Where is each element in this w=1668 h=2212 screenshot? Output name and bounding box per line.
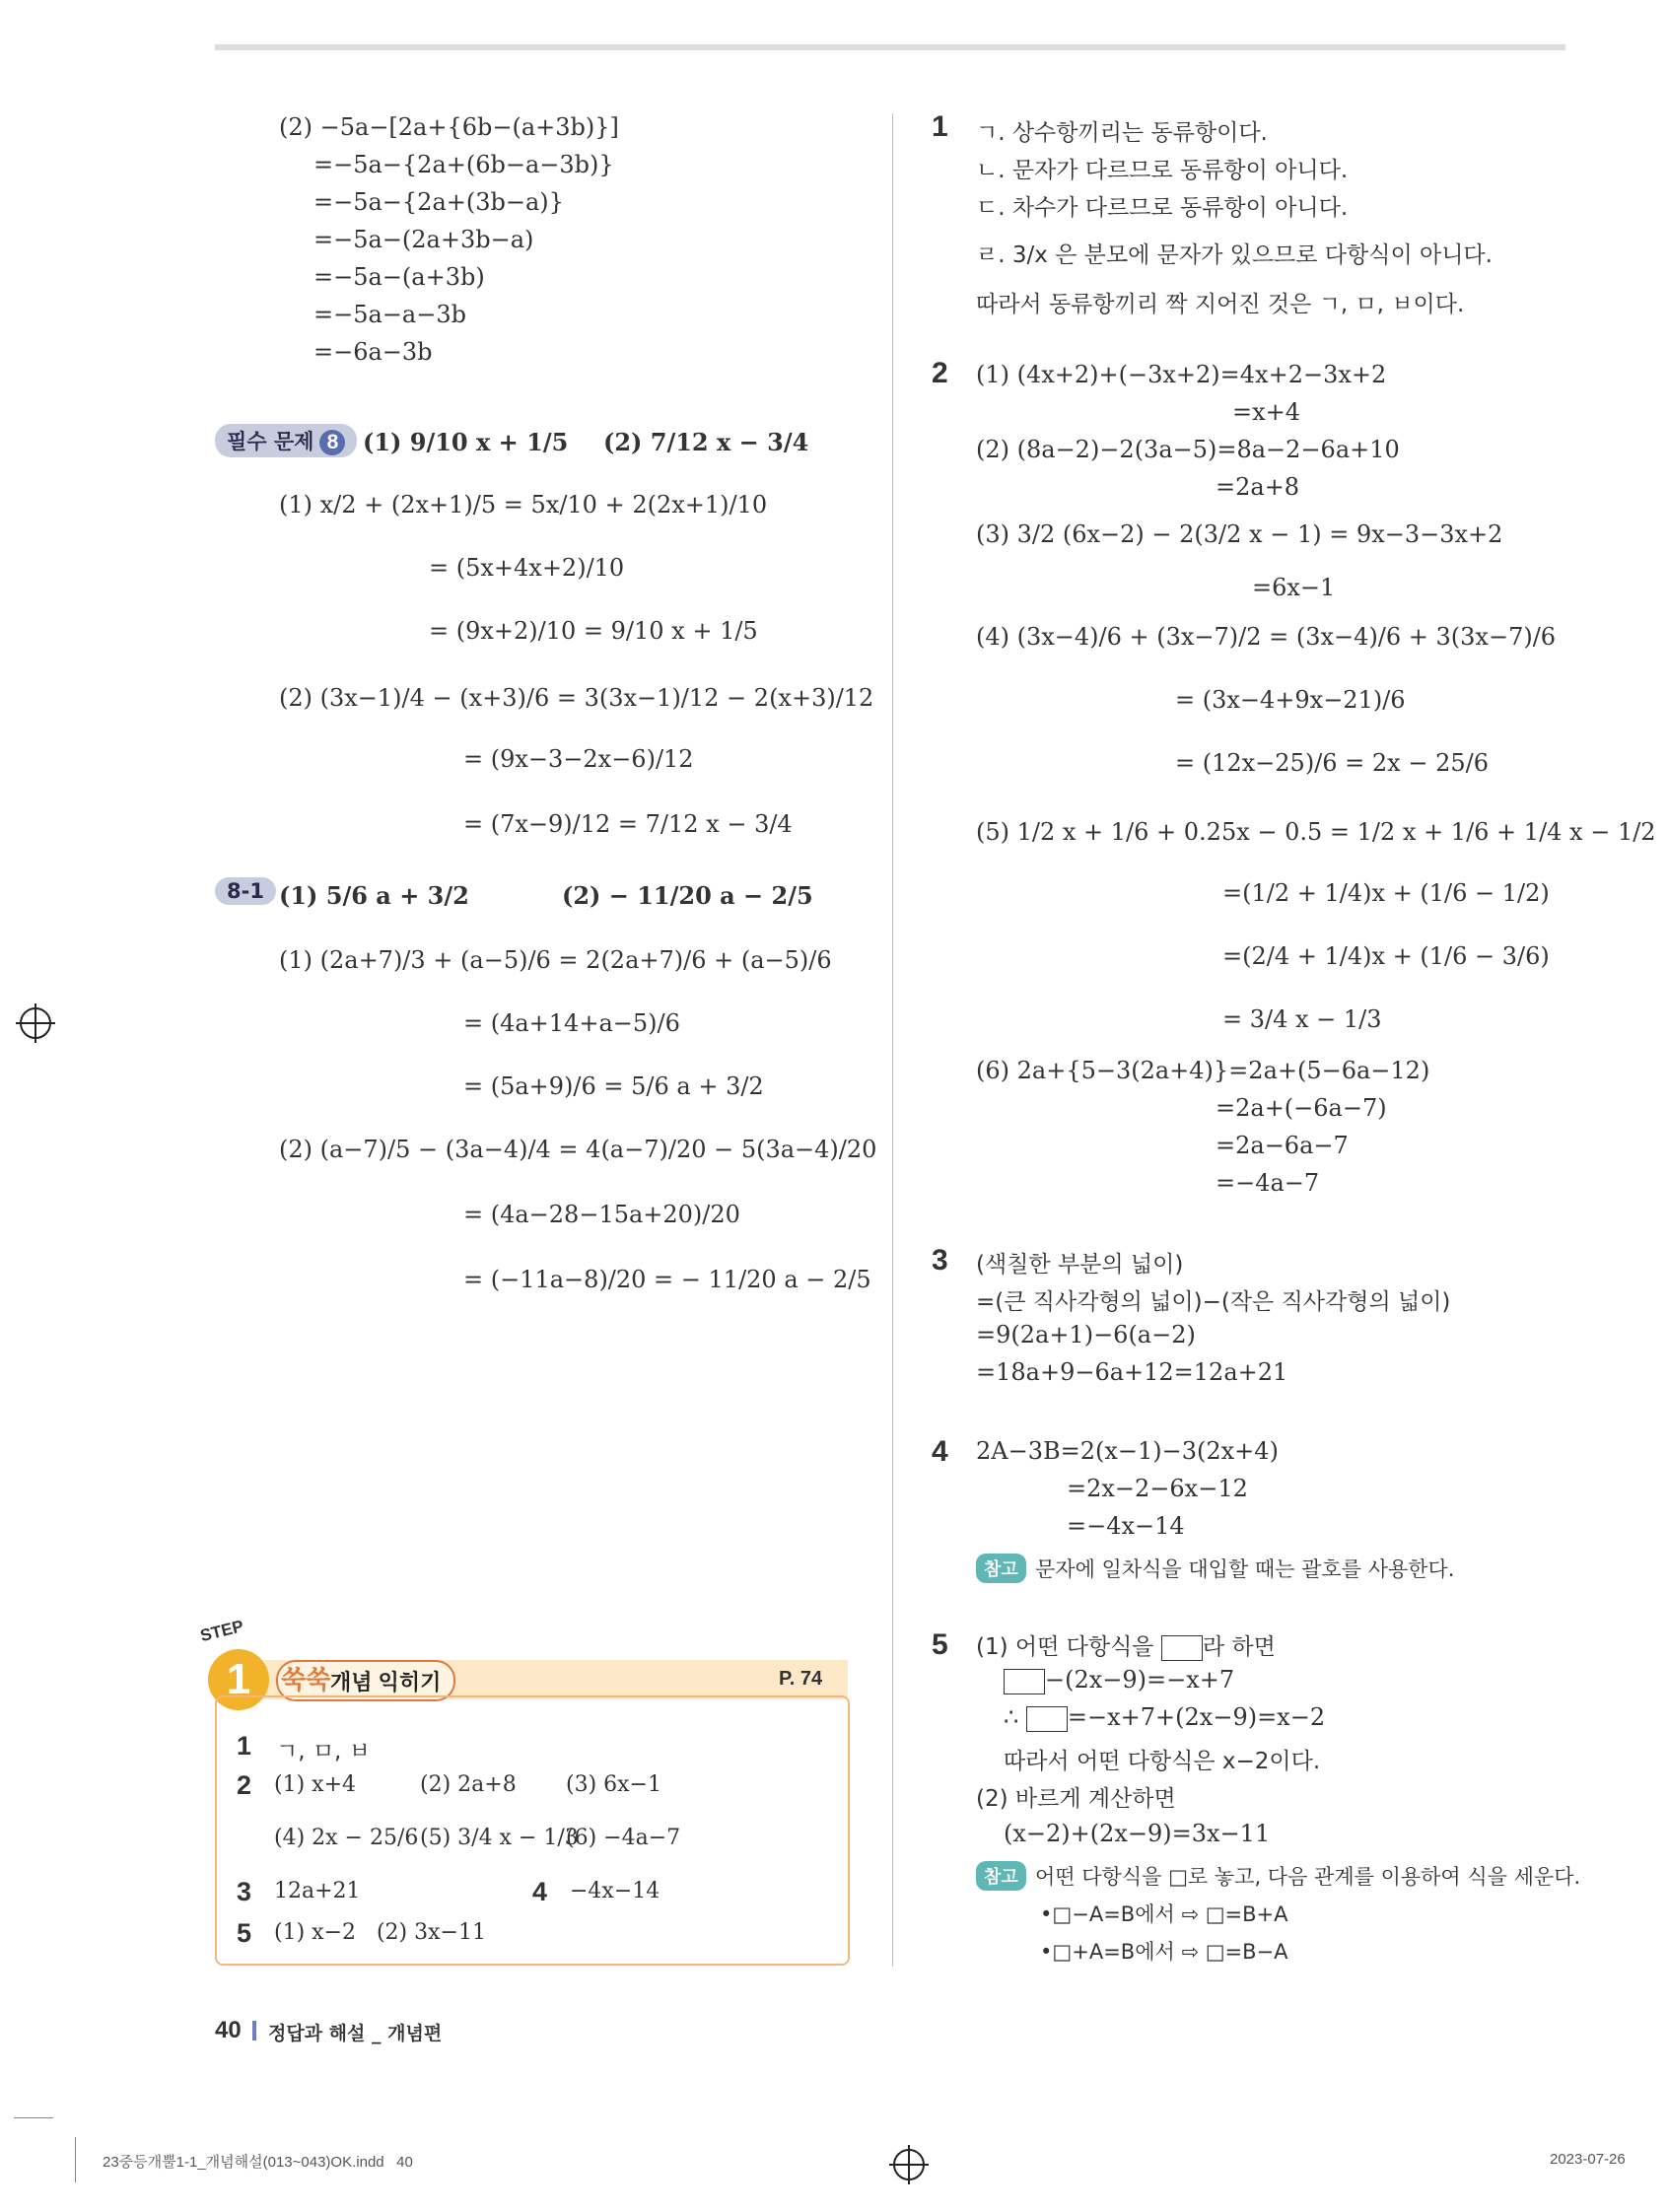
text-fragment: =−x+7+(2x−9)=x−2 bbox=[1067, 1703, 1326, 1731]
solution-line: = (9x+2)/10 = 9/10 x + 1/5 bbox=[429, 617, 758, 645]
explanation-line: (2) (8a−2)−2(3a−5)=8a−2−6a+10 bbox=[976, 436, 1400, 463]
solution-line: (2) (a−7)/5 − (3a−4)/4 = 4(a−7)/20 − 5(3a−4)/20 bbox=[279, 1136, 877, 1163]
solution-line: =−5a−(a+3b) bbox=[313, 263, 485, 291]
explanation-line: =9(2a+1)−6(a−2) bbox=[976, 1321, 1196, 1348]
question-number: 1 bbox=[932, 110, 948, 143]
explanation-line: = 3/4 x − 1/3 bbox=[1222, 1005, 1382, 1033]
text-fragment: −(2x−9)=−x+7 bbox=[1045, 1666, 1235, 1694]
page-number: 40 bbox=[215, 2017, 242, 2043]
badge-label: 필수 문제 bbox=[227, 430, 314, 453]
crop-mark bbox=[14, 2117, 53, 2118]
explanation-line: =2a+8 bbox=[1216, 473, 1300, 501]
note-bullet: •□−A=B에서 ⇨ □=B+A bbox=[1040, 1902, 1288, 1926]
answer-text: (6) −4a−7 bbox=[566, 1826, 681, 1850]
answer-text: 12a+21 bbox=[274, 1879, 361, 1903]
top-rule bbox=[215, 44, 1565, 50]
solution-line: = (4a+14+a−5)/6 bbox=[463, 1009, 680, 1037]
question-number: 3 bbox=[932, 1244, 948, 1277]
blank-box bbox=[1026, 1706, 1068, 1732]
explanation-line: =18a+9−6a+12=12a+21 bbox=[976, 1358, 1288, 1386]
blank-box bbox=[1004, 1669, 1045, 1694]
answer-number: 3 bbox=[237, 1877, 252, 1906]
explanation-line: (1) (4x+2)+(−3x+2)=4x+2−3x+2 bbox=[976, 361, 1387, 388]
answer-text: ㄱ, ㅁ, ㅂ bbox=[276, 1739, 371, 1764]
explanation-line: (2) 바르게 계산하면 bbox=[976, 1786, 1176, 1812]
explanation-line: (x−2)+(2x−9)=3x−11 bbox=[1004, 1820, 1271, 1847]
section-title: 정답과 해설 _ 개념편 bbox=[268, 2023, 443, 2044]
answer-number: 5 bbox=[237, 1918, 252, 1948]
explanation-line: =2x−2−6x−12 bbox=[1067, 1475, 1248, 1502]
explanation-line: =(2/4 + 1/4)x + (1/6 − 3/6) bbox=[1222, 942, 1550, 970]
explanation-line: (색칠한 부분의 넓이) bbox=[976, 1252, 1184, 1278]
explanation-line: 따라서 동류항끼리 짝 지어진 것은 ㄱ, ㅁ, ㅂ이다. bbox=[976, 292, 1465, 317]
step-number: 1 bbox=[208, 1649, 269, 1710]
explanation-line: =2a−6a−7 bbox=[1216, 1132, 1349, 1159]
crop-mark bbox=[75, 2137, 76, 2182]
answer-number: 2 bbox=[237, 1770, 252, 1800]
solution-line: = (−11a−8)/20 = − 11/20 a − 2/5 bbox=[463, 1266, 871, 1293]
explanation-line: (4) (3x−4)/6 + (3x−7)/2 = (3x−4)/6 + 3(3x−7)/6 bbox=[976, 623, 1557, 651]
explanation-line bbox=[1004, 1703, 1325, 1732]
answer-text: (3) 6x−1 bbox=[566, 1772, 661, 1797]
solution-line: = (5a+9)/6 = 5/6 a + 3/2 bbox=[463, 1072, 764, 1100]
registration-mark-icon bbox=[20, 1007, 51, 1039]
answer-text: (1) x+4 bbox=[274, 1772, 356, 1797]
note-tag: 참고 bbox=[976, 1861, 1026, 1891]
explanation-line: (5) 1/2 x + 1/6 + 0.25x − 0.5 = 1/2 x + 1/6 + 1/4 x − 1/2 bbox=[976, 818, 1656, 846]
explanation-line: = (3x−4+9x−21)/6 bbox=[1175, 686, 1406, 714]
solution-line: (2) (3x−1)/4 − (x+3)/6 = 3(3x−1)/12 − 2(x+3)/12 bbox=[279, 684, 874, 712]
solution-line: =−5a−a−3b bbox=[313, 301, 466, 328]
page-reference: P. 74 bbox=[779, 1668, 823, 1690]
note-text: 문자에 일차식을 대입할 때는 괄호를 사용한다. bbox=[1035, 1557, 1455, 1581]
solution-line: (2) −5a−[2a+{6b−(a+3b)}] bbox=[279, 113, 619, 141]
badge-number: 8 bbox=[319, 430, 345, 455]
explanation-line: =6x−1 bbox=[1252, 574, 1336, 601]
explanation-line: ㄱ. 상수항끼리는 동류항이다. bbox=[976, 120, 1268, 146]
column-divider bbox=[892, 113, 893, 1967]
explanation-line: =(큰 직사각형의 넓이)−(작은 직사각형의 넓이) bbox=[976, 1289, 1451, 1315]
question-number: 2 bbox=[932, 357, 948, 389]
solution-line: (1) x/2 + (2x+1)/5 = 5x/10 + 2(2x+1)/10 bbox=[279, 491, 768, 518]
blank-box bbox=[1161, 1635, 1203, 1661]
explanation-line bbox=[1004, 1666, 1234, 1694]
answer-text: (4) 2x − 25/6 bbox=[274, 1826, 419, 1850]
solution-line: =−5a−{2a+(3b−a)} bbox=[313, 188, 564, 216]
text-fragment: 라 하면 bbox=[1202, 1634, 1276, 1660]
answer-line: (2) 7/12 x − 3/4 bbox=[603, 428, 809, 456]
explanation-line: =(1/2 + 1/4)x + (1/6 − 1/2) bbox=[1222, 879, 1550, 907]
solution-line: = (4a−28−15a+20)/20 bbox=[463, 1201, 740, 1228]
explanation-line: ㄹ. 3/x 은 분모에 문자가 있으므로 다항식이 아니다. bbox=[976, 242, 1493, 268]
answer-number: 4 bbox=[532, 1877, 548, 1906]
answer-text: −4x−14 bbox=[570, 1879, 660, 1903]
explanation-line: ㄷ. 차수가 다르므로 동류항이 아니다. bbox=[976, 195, 1349, 221]
registration-mark-icon bbox=[893, 2149, 925, 2180]
note-tag: 참고 bbox=[976, 1554, 1026, 1583]
explanation-line: =−4a−7 bbox=[1216, 1169, 1320, 1197]
solution-line: (1) (2a+7)/3 + (a−5)/6 = 2(2a+7)/6 + (a−5)/6 bbox=[279, 946, 832, 974]
solution-line: =−5a−(2a+3b−a) bbox=[313, 226, 534, 253]
text-fragment: ∴ bbox=[1004, 1703, 1019, 1731]
text-fragment: (1) 어떤 다항식을 bbox=[976, 1634, 1154, 1660]
answer-text: (2) 2a+8 bbox=[420, 1772, 517, 1797]
print-date: 2023-07-26 bbox=[1550, 2151, 1626, 2168]
explanation-line: =2a+(−6a−7) bbox=[1216, 1094, 1387, 1122]
question-number: 4 bbox=[932, 1435, 948, 1468]
answer-line: (2) − 11/20 a − 2/5 bbox=[562, 881, 813, 910]
answer-text: (1) x−2 (2) 3x−11 bbox=[274, 1920, 486, 1945]
required-problem-badge bbox=[215, 424, 357, 457]
explanation-line: (3) 3/2 (6x−2) − 2(3/2 x − 1) = 9x−3−3x+2 bbox=[976, 520, 1503, 548]
explanation-line: 2A−3B=2(x−1)−3(2x+4) bbox=[976, 1437, 1279, 1465]
solution-line: = (5x+4x+2)/10 bbox=[429, 554, 625, 582]
solution-line: =−6a−3b bbox=[313, 338, 433, 366]
sub-problem-badge: 8-1 bbox=[215, 877, 276, 905]
solution-line: = (7x−9)/12 = 7/12 x − 3/4 bbox=[463, 810, 793, 838]
footer-bar bbox=[252, 2021, 256, 2040]
step-label: STEP bbox=[198, 1616, 245, 1646]
answer-line: (1) 9/10 x + 1/5 bbox=[363, 428, 569, 456]
answer-number: 1 bbox=[237, 1731, 252, 1761]
solution-line: =−5a−{2a+(6b−a−3b)} bbox=[313, 151, 614, 178]
note-text: 어떤 다항식을 □로 놓고, 다음 관계를 이용하여 식을 세운다. bbox=[1035, 1865, 1581, 1889]
explanation-line: = (12x−25)/6 = 2x − 25/6 bbox=[1175, 749, 1489, 777]
solution-line: = (9x−3−2x−6)/12 bbox=[463, 745, 694, 773]
deco-text: 쑥쑥 bbox=[281, 1665, 331, 1694]
question-number: 5 bbox=[932, 1628, 948, 1661]
note-bullet: •□+A=B에서 ⇨ □=B−A bbox=[1040, 1940, 1288, 1964]
answer-line: (1) 5/6 a + 3/2 bbox=[279, 881, 469, 910]
step-title: 개념 익히기 bbox=[330, 1670, 442, 1694]
explanation-line: 따라서 어떤 다항식은 x−2이다. bbox=[1004, 1749, 1321, 1774]
explanation-line: =x+4 bbox=[1232, 398, 1301, 426]
file-name: 23중등개뿔1-1_개념해설(013~043)OK.indd 40 bbox=[103, 2154, 413, 2171]
explanation-line: (6) 2a+{5−3(2a+4)}=2a+(5−6a−12) bbox=[976, 1057, 1430, 1084]
explanation-line: ㄴ. 문자가 다르므로 동류항이 아니다. bbox=[976, 158, 1349, 183]
explanation-line: =−4x−14 bbox=[1067, 1512, 1185, 1540]
explanation-line bbox=[976, 1628, 1276, 1661]
answer-text: (5) 3/4 x − 1/3 bbox=[420, 1826, 579, 1850]
